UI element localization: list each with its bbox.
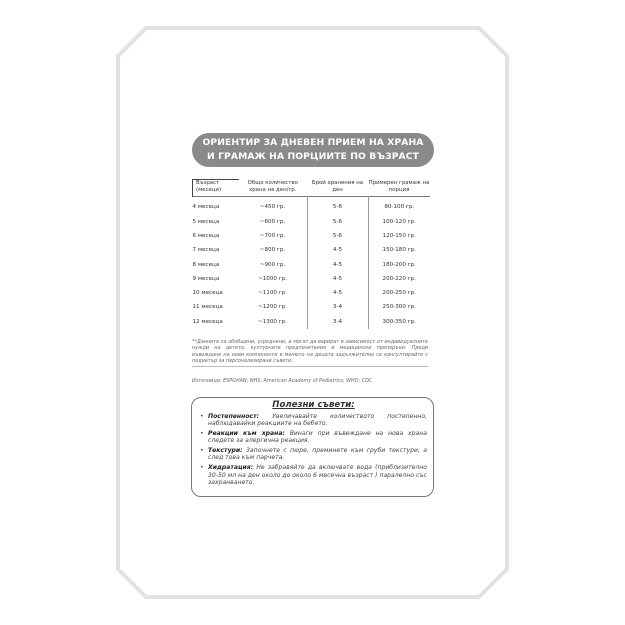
cell-age: 5 месеца [192, 218, 220, 225]
cell-portion: 300-350 гр. [382, 318, 416, 325]
table-body [193, 197, 431, 329]
cell-age: 7 месеца [192, 247, 220, 254]
bullet-icon: • [200, 446, 204, 454]
cell-portion: 100-120 гр. [382, 218, 416, 225]
bullet-icon: • [200, 429, 204, 437]
tip-text: Увеличавайте количеството постепенно, наблюдавайки реакциите на бебето. [208, 412, 427, 428]
sources-line: Източници: ESPGHAN; NHS; American Academy of Pediatrics; WHO; CDC [192, 378, 373, 385]
header-portion-size: Примерен грамаж на порция [368, 180, 430, 193]
cell-meals: 4-5 [307, 243, 368, 257]
cell-age: 10 месеца [192, 290, 223, 297]
cell-portion: 150-180 гр. [382, 247, 416, 254]
cell-portion: 250-300 гр. [382, 304, 416, 311]
tip-term: Постепенност: [208, 412, 260, 420]
cell-portion: 80-100 гр. [384, 204, 415, 211]
tip-item [200, 413, 427, 429]
title-line-2: И ГРАМАЖ НА ПОРЦИИТЕ ПО ВЪЗРАСТ [207, 151, 419, 162]
feeding-table [192, 179, 430, 329]
cell-meals: 5-6 [307, 197, 368, 215]
header-age: Възраст (месеци) [193, 180, 239, 197]
tip-text: Винаги при въвеждане на нова храна следете за алергична реакция. [208, 429, 427, 445]
cell-total-amount: ~800 гр. [239, 243, 308, 257]
bullet-icon: • [200, 412, 204, 420]
cell-meals: 5-6 [307, 214, 368, 228]
cell-total-amount: ~1000 гр. [239, 272, 308, 286]
table-row [193, 243, 431, 257]
tip-item [200, 464, 427, 487]
cell-age: 4 месеца [192, 204, 220, 211]
cell-portion: 200-250 гр. [382, 290, 416, 297]
tip-item [200, 447, 427, 463]
cell-age: 12 месеца [192, 318, 223, 325]
table-header-row [193, 180, 431, 197]
tip-text: Започнете с пюре, преминете към груби текстури, а след това към парчета. [208, 446, 427, 462]
tip-item [200, 430, 427, 446]
cell-total-amount: ~450 гр. [239, 197, 308, 215]
tip-text: Не забравяйте да включвате вода (приблизително 30-50 мл на ден около до около 6 месечна възраст ) паралелно със захранването. [208, 463, 427, 487]
title-line-1: ОРИЕНТИР ЗА ДНЕВЕН ПРИЕМ НА ХРАНА [202, 137, 424, 148]
cell-portion: 200-220 гр. [382, 275, 416, 282]
table-row [193, 272, 431, 286]
cell-meals: 5-6 [307, 229, 368, 243]
cell-total-amount: ~1200 гр. [239, 300, 308, 314]
header-total-amount: Общо количество храна на ден/гр. [247, 180, 298, 193]
table-row [193, 286, 431, 300]
table-row [193, 315, 431, 329]
cell-meals: 3-4 [307, 300, 368, 314]
divider [192, 366, 428, 367]
table-row [193, 229, 431, 243]
table-row [193, 257, 431, 271]
cell-total-amount: ~600 гр. [239, 214, 308, 228]
cell-total-amount: ~1300 гр. [239, 315, 308, 329]
cell-age: 8 месеца [192, 261, 220, 268]
table-row [193, 197, 431, 215]
tips-title: Полезни съвети: [272, 400, 355, 410]
cell-age: 11 месеца [192, 304, 223, 311]
cell-meals: 3-4 [307, 315, 368, 329]
cell-meals: 4-5 [307, 272, 368, 286]
cell-total-amount: ~1100 гр. [239, 286, 308, 300]
cell-total-amount: ~700 гр. [239, 229, 308, 243]
cell-age: 6 месеца [192, 232, 220, 239]
tip-term: Реакции към храна: [208, 429, 285, 437]
tip-term: Текстури: [208, 446, 243, 454]
disclaimer-note: **Данните са обобщени, усреднени, и могат да варират в зависимост от индивидуалните нужди на детето, културните предпочитания и медицински препоръки. Преди въвеждане на нови компоненти в менюто на децата задължително се консултирайте с педиатър за персонализирани съвети. [192, 338, 428, 365]
guide-content [192, 133, 434, 487]
cell-meals: 4-5 [307, 286, 368, 300]
table-row [193, 300, 431, 314]
header-meals-per-day: Брой хранения на ден [311, 180, 364, 193]
cell-portion: 180-200 гр. [382, 261, 416, 268]
cell-age: 9 месеца [192, 275, 220, 282]
tips-box [191, 397, 434, 497]
cell-meals: 4-5 [307, 257, 368, 271]
tip-term: Хидратация: [208, 463, 254, 471]
cell-total-amount: ~900 гр. [239, 257, 308, 271]
cell-portion: 120-150 гр. [382, 232, 416, 239]
title-banner [192, 133, 434, 167]
bullet-icon: • [200, 463, 204, 471]
table-row [193, 214, 431, 228]
